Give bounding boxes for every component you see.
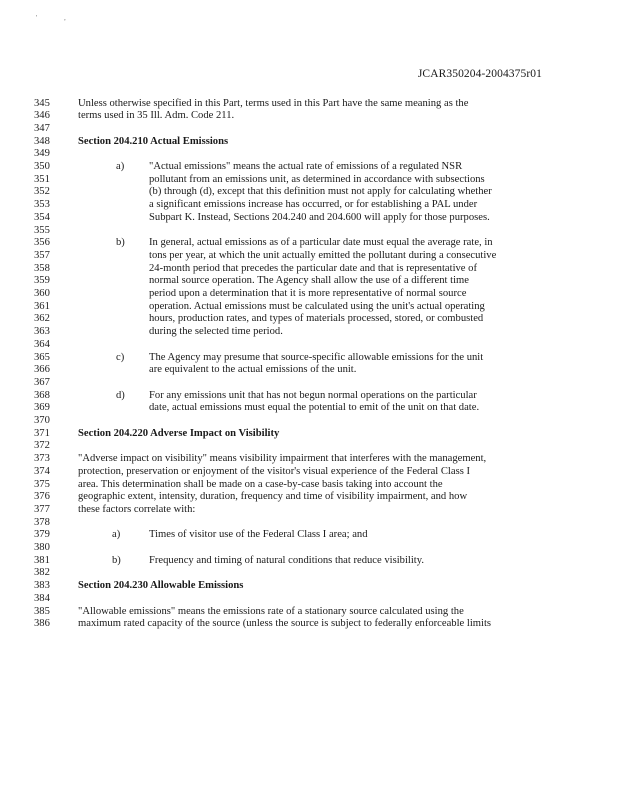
line-number: 354 [34, 211, 50, 223]
document-line [0, 605, 618, 618]
document-line [0, 224, 618, 237]
document-line [0, 376, 618, 389]
subsection-label: c) [116, 351, 125, 363]
line-text: In general, actual emissions as of a particular date must equal the average rate, in [149, 237, 493, 249]
document-line [0, 503, 618, 516]
document-line [0, 363, 618, 376]
subsection-label: d) [116, 389, 125, 401]
line-text: maximum rated capacity of the source (unless the source is subject to federally enforceable limits [78, 618, 492, 630]
line-text: For any emissions unit that has not begun normal operations on the particular [149, 389, 477, 401]
line-text: these factors correlate with: [78, 503, 196, 515]
line-number: 364 [34, 338, 50, 350]
line-number: 372 [34, 440, 50, 452]
document-line [0, 554, 618, 567]
line-number: 349 [34, 148, 50, 160]
document-line [0, 566, 618, 579]
line-number: 369 [34, 402, 50, 414]
line-text: are equivalent to the actual emissions of the unit. [149, 364, 357, 376]
document-line [0, 262, 618, 275]
document-line [0, 236, 618, 249]
line-text: period upon a determination that it is more representative of normal source [149, 288, 467, 299]
document-line [0, 427, 618, 440]
document-line [0, 173, 618, 186]
line-number: 378 [34, 516, 50, 528]
line-text: during the selected time period. [149, 326, 283, 338]
line-text: The Agency may presume that source-specific allowable emissions for the unit [149, 351, 484, 363]
line-text: area. This determination shall be made on a case-by-case basis taking into account the [78, 478, 443, 490]
line-number: 375 [34, 478, 50, 490]
subsection-label: b) [116, 237, 125, 249]
line-number: 374 [34, 465, 50, 477]
line-number: 363 [34, 326, 50, 338]
section-heading: Section 204.220 Adverse Impact on Visibility [78, 427, 280, 439]
line-number: 381 [34, 554, 50, 566]
line-number: 367 [34, 376, 50, 388]
line-number: 345 [34, 97, 50, 109]
line-number: 377 [34, 503, 50, 515]
document-line [0, 325, 618, 338]
line-text: Times of visitor use of the Federal Class I area; and [149, 529, 368, 541]
line-number: 356 [34, 237, 50, 249]
line-text: a significant emissions increase has occurred, or for establishing a PAL under [149, 199, 478, 211]
line-text: pollutant from an emissions unit, as determined in accordance with subsections [149, 173, 485, 185]
document-line [0, 147, 618, 160]
line-number: 373 [34, 453, 50, 465]
section-heading: Section 204.230 Allowable Emissions [78, 580, 244, 592]
document-line [0, 338, 618, 351]
document-line [0, 211, 618, 224]
line-number: 347 [34, 122, 50, 134]
line-number: 350 [34, 161, 50, 172]
document-line [0, 478, 618, 491]
document-line [0, 97, 618, 110]
document-line [0, 135, 618, 148]
line-text: (b) through (d), except that this definition must not apply for calculating whether [149, 186, 492, 198]
document-line [0, 465, 618, 478]
line-text: tons per year, at which the unit actually emitted the pollutant during a consecutive [149, 249, 497, 261]
line-number: 383 [34, 580, 50, 592]
scan-mark: ' [36, 14, 38, 22]
document-line [0, 579, 618, 592]
document-line [0, 389, 618, 402]
section-heading: Section 204.210 Actual Emissions [78, 135, 229, 147]
line-number: 352 [34, 186, 50, 198]
line-text: Unless otherwise specified in this Part, terms used in this Part have the same meaning as the [78, 97, 469, 109]
line-text: normal source operation. The Agency shall allow the use of a different time [149, 275, 469, 287]
document-line [0, 274, 618, 287]
line-text: operation. Actual emissions must be calculated using the unit's actual operating [149, 300, 485, 312]
line-number: 365 [34, 351, 50, 363]
document-line [0, 439, 618, 452]
document-line [0, 160, 618, 173]
line-text: protection, preservation or enjoyment of the visitor's visual experience of the Federal Class I [78, 465, 470, 477]
document-line [0, 617, 618, 630]
line-number: 351 [34, 173, 50, 185]
line-text: "Actual emissions" means the actual rate of emissions of a regulated NSR [149, 161, 463, 172]
document-line [0, 414, 618, 427]
line-number: 386 [34, 618, 50, 630]
line-number: 380 [34, 542, 50, 553]
line-number: 355 [34, 224, 50, 236]
line-text: 24-month period that precedes the particular date and that is representative of [149, 262, 477, 274]
document-line [0, 490, 618, 503]
document-line [0, 401, 618, 414]
document-line [0, 516, 618, 529]
document-line [0, 541, 618, 554]
line-text: Subpart K. Instead, Sections 204.240 and 204.600 will apply for those purposes. [149, 211, 490, 223]
line-text: "Allowable emissions" means the emissions rate of a stationary source calculated using the [78, 605, 464, 617]
line-number: 360 [34, 288, 50, 299]
document-line [0, 109, 618, 122]
line-number: 357 [34, 249, 50, 261]
line-number: 376 [34, 491, 50, 503]
line-number: 382 [34, 567, 50, 579]
document-line [0, 312, 618, 325]
line-number: 379 [34, 529, 50, 541]
document-id-header: JCAR350204-2004375r01 [417, 68, 542, 80]
line-number: 385 [34, 605, 50, 617]
subsection-label: a) [112, 529, 121, 541]
line-number: 359 [34, 275, 50, 287]
line-number: 370 [34, 415, 50, 426]
line-text: terms used in 35 Ill. Adm. Code 211. [78, 110, 235, 122]
line-number: 362 [34, 313, 50, 325]
document-line [0, 592, 618, 605]
line-text: Frequency and timing of natural conditions that reduce visibility. [149, 554, 424, 566]
document-line [0, 528, 618, 541]
line-number: 371 [34, 427, 50, 439]
document-line [0, 300, 618, 313]
line-text: "Adverse impact on visibility" means visibility impairment that interferes with the management, [78, 453, 487, 465]
line-number: 368 [34, 389, 50, 401]
line-number: 361 [34, 300, 50, 312]
line-number: 353 [34, 199, 50, 211]
line-text: date, actual emissions must equal the potential to emit of the unit on that date. [149, 402, 480, 414]
line-number: 358 [34, 262, 50, 274]
line-number: 366 [34, 364, 50, 376]
subsection-label: a) [116, 161, 125, 172]
line-number: 346 [34, 110, 50, 122]
document-line [0, 185, 618, 198]
document-line [0, 198, 618, 211]
line-text: geographic extent, intensity, duration, frequency and time of visibility impairment, and how [78, 491, 468, 503]
line-text: hours, production rates, and types of materials processed, stored, or combusted [149, 313, 484, 325]
subsection-label: b) [112, 554, 121, 566]
document-line [0, 351, 618, 364]
document-line [0, 249, 618, 262]
scan-mark: , [64, 14, 66, 22]
document-line [0, 452, 618, 465]
line-number: 384 [34, 592, 50, 604]
document-line [0, 122, 618, 135]
document-line [0, 287, 618, 300]
line-number: 348 [34, 135, 50, 147]
